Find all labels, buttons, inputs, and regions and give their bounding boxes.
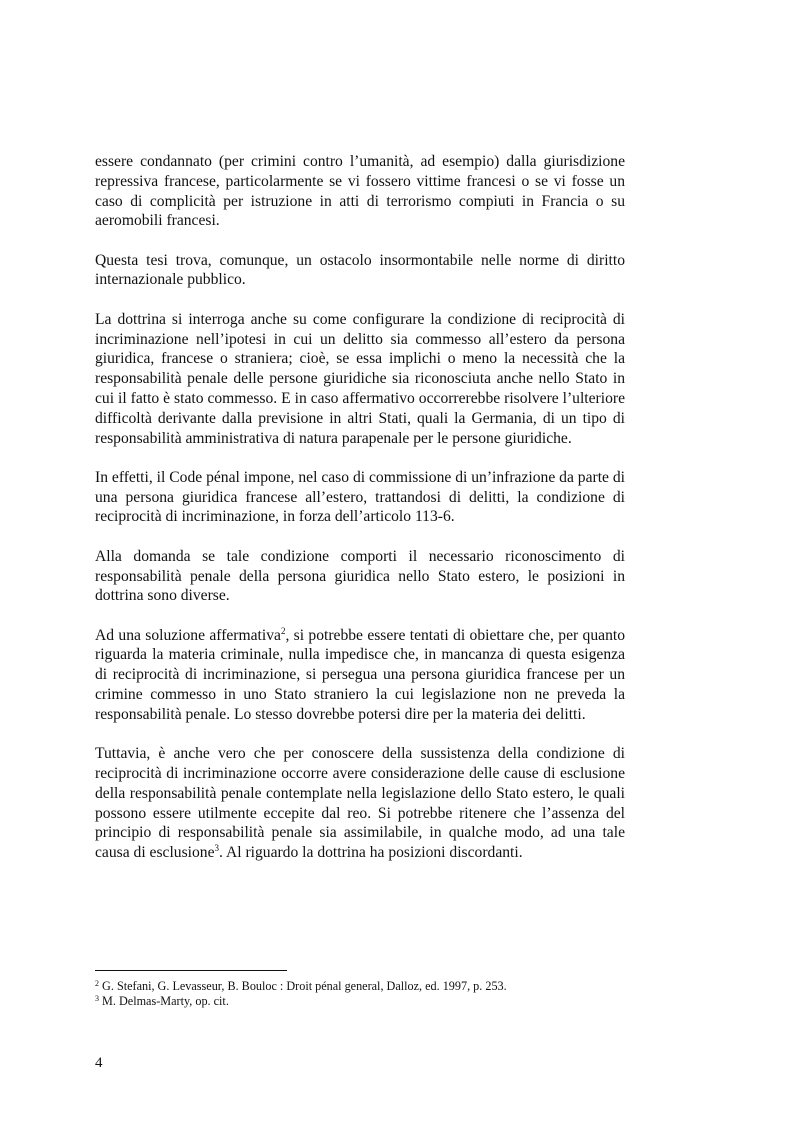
footnote bbox=[95, 979, 655, 994]
paragraph-text: In effetti, il Code pénal impone, nel caso di commissione di un’infrazione da parte di una persona giuridica francese all’estero, trattandosi di delitti, la condizione di reciprocità di incriminazione, in forza dell’articolo 113-6. bbox=[95, 468, 625, 526]
paragraph-text: Ad una soluzione affermativa bbox=[95, 626, 281, 644]
footnote-separator bbox=[95, 970, 287, 971]
paragraph-text: essere condannato (per crimini contro l’umanità, ad esempio) dalla giurisdizione repressiva francese, particolarmente se vi fossero vittime francesi o se vi fosse un caso di complicità per istruzione in atti di terrorismo compiuti in Francia o su aeromobili francesi. bbox=[95, 153, 625, 230]
footnote bbox=[95, 994, 655, 1009]
paragraph-text: Tuttavia, è anche vero che per conoscere della sussistenza della condizione di reciprocità di incriminazione occorre avere considerazione delle cause di esclusione della responsabilità penale contemplate nella legislazione dello Stato estero, le quali possono essere utilmente eccepite dal reo. Si potrebbe ritenere che l’assenza del principio di responsabilità penale sia assimilabile, in qualche modo, ad una tale causa di esclusione bbox=[95, 745, 625, 862]
paragraph bbox=[95, 251, 625, 291]
footnote-text: M. Delmas-Marty, op. cit. bbox=[99, 994, 229, 1009]
paragraph-text: Alla domanda se tale condizione comporti il necessario riconoscimento di responsabilità penale della persona giuridica nello Stato estero, le posizioni in dottrina sono diverse. bbox=[95, 547, 625, 605]
paragraph bbox=[95, 310, 625, 449]
paragraph-text: Questa tesi trova, comunque, un ostacolo insormontabile nelle norme di diritto internazionale pubblico. bbox=[95, 251, 625, 289]
footnote-reference[interactable]: 3 bbox=[214, 843, 220, 854]
footnote-reference[interactable]: 2 bbox=[280, 625, 286, 636]
paragraph bbox=[95, 626, 625, 725]
paragraph-text: La dottrina si interroga anche su come configurare la condizione di reciprocità di incriminazione nell’ipotesi in cui un delitto sia commesso all’estero da persona giuridica, francese o straniera; cioè, se essa implichi o meno la necessità che la responsabilità penale delle persone giuridiche sia riconosciuta anche nello Stato in cui il fatto è stato commesso. E in caso affermativo occorrerebbe risolvere l’ulteriore difficoltà derivante dalla previsione in altri Stati, quali la Germania, di un tipo di responsabilità amministrativa di natura parapenale per le persone giuridiche. bbox=[95, 310, 625, 447]
footnote-mark: 3 bbox=[95, 994, 99, 1004]
paragraph bbox=[95, 468, 625, 527]
paragraph bbox=[95, 744, 625, 863]
footnote-text: G. Stefani, G. Levasseur, B. Bouloc : Droit pénal general, Dalloz, ed. 1997, p. 253. bbox=[99, 979, 507, 993]
page-number: 4 bbox=[95, 1055, 103, 1071]
paragraph-text: . Al riguardo la dottrina ha posizioni discordanti. bbox=[219, 844, 523, 862]
paragraph bbox=[95, 547, 625, 606]
footnotes bbox=[95, 979, 655, 1009]
paragraph-text: , si potrebbe essere tentati di obiettare che, per quanto riguarda la materia criminale, nulla impedisce che, in mancanza di questa esigenza di reciprocità di incriminazione, si persegua una persona giuridica francese per un crimine commesso in uno Stato straniero la cui legislazione non ne preveda la responsabilità penale. Lo stesso dovrebbe potersi dire per la materia dei delitti. bbox=[95, 626, 625, 723]
paragraph bbox=[95, 152, 625, 231]
footnote-mark: 2 bbox=[95, 979, 99, 988]
page-body bbox=[95, 152, 625, 882]
